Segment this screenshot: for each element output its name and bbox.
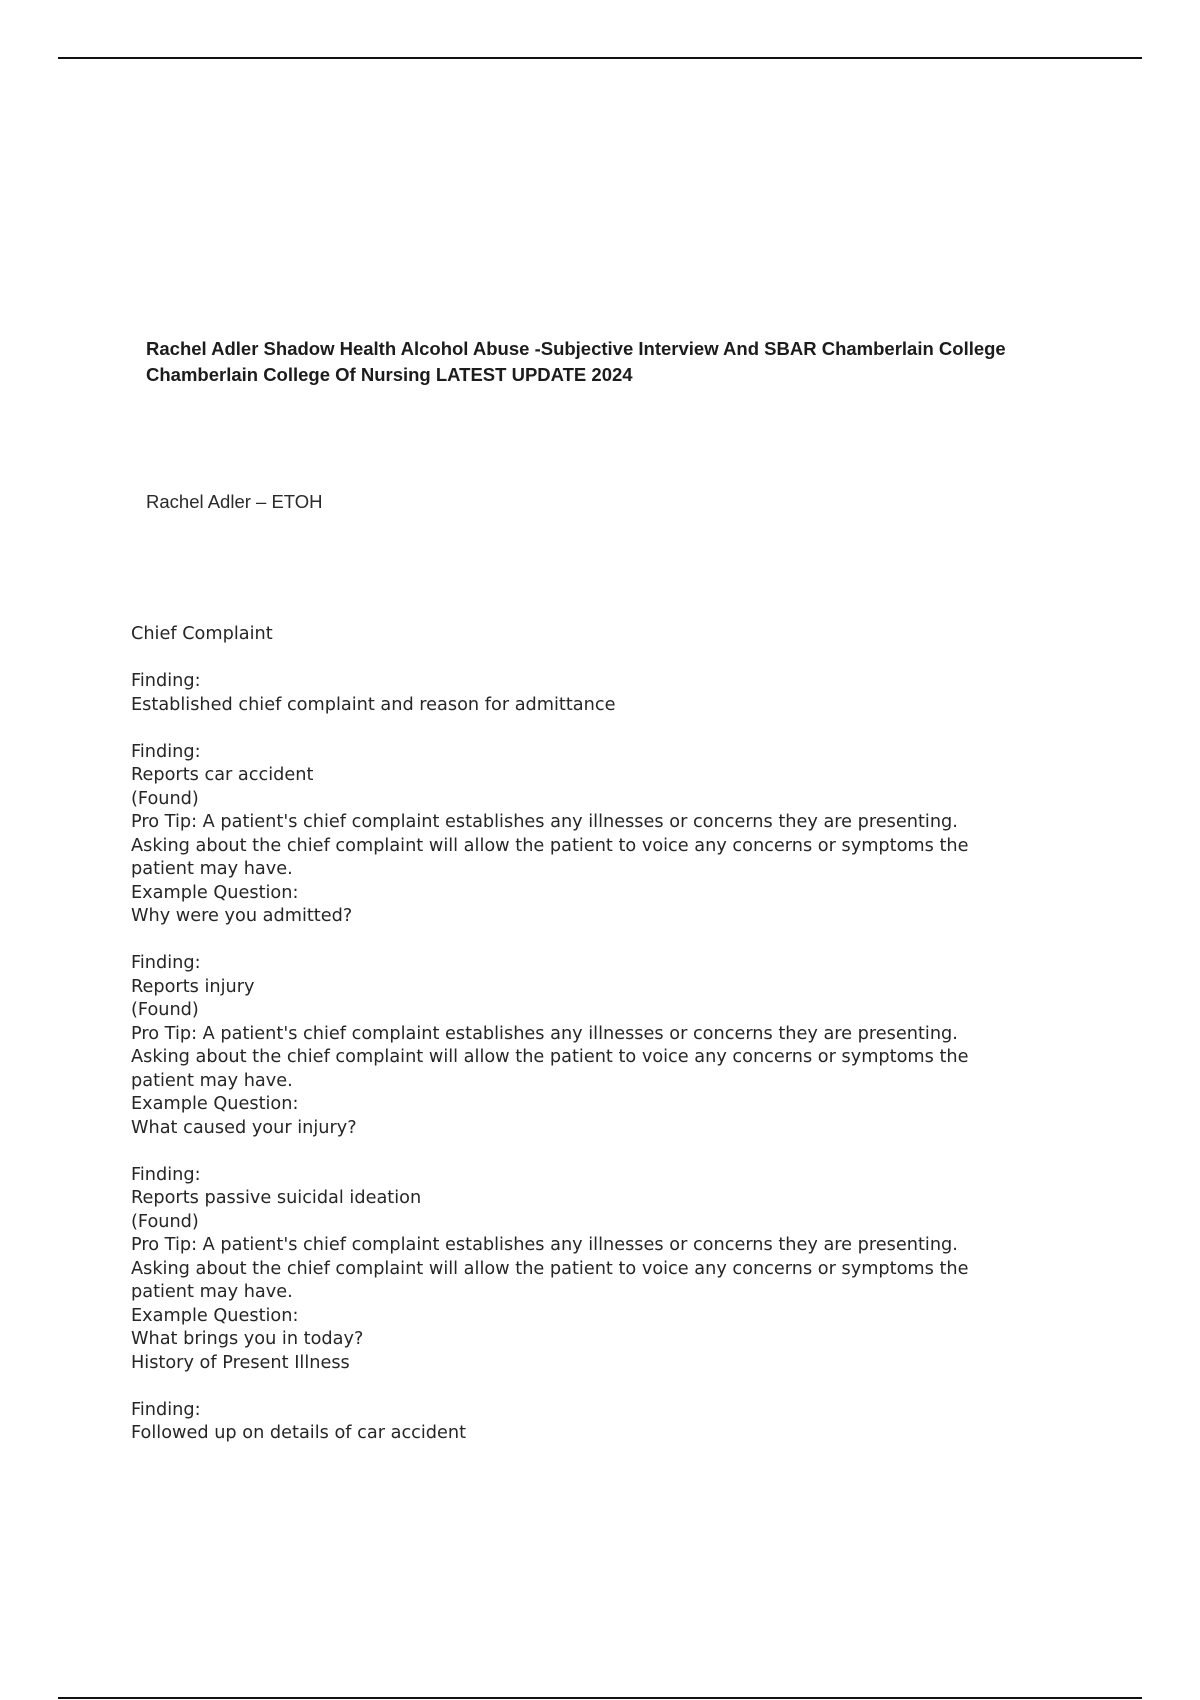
example-question-label: Example Question: bbox=[131, 1305, 299, 1326]
finding-label: Finding: bbox=[131, 1399, 201, 1420]
finding-text: Followed up on details of car accident bbox=[131, 1423, 467, 1443]
pro-tip-line: patient may have. bbox=[131, 859, 293, 879]
finding-label: Finding: bbox=[131, 741, 201, 762]
finding-label: Finding: bbox=[131, 953, 201, 973]
bottom-divider bbox=[58, 1697, 1142, 1699]
document-subtitle: Rachel Adler – ETOH bbox=[146, 491, 323, 512]
finding-block bbox=[131, 670, 1131, 717]
finding-text: Established chief complaint and reason for admittance bbox=[131, 694, 616, 715]
finding-label: Finding: bbox=[131, 671, 201, 691]
finding-status: (Found) bbox=[131, 1211, 199, 1232]
pro-tip-line: Asking about the chief complaint will allow the patient to voice any concerns or symptoms the bbox=[131, 1047, 969, 1067]
example-question: What caused your injury? bbox=[131, 1117, 357, 1138]
example-question-label: Example Question: bbox=[131, 1094, 299, 1114]
hpi-heading: History of Present Illness bbox=[131, 1352, 350, 1373]
pro-tip-line: patient may have. bbox=[131, 1070, 293, 1091]
example-question: Why were you admitted? bbox=[131, 906, 353, 926]
top-divider bbox=[58, 57, 1142, 59]
document-title bbox=[146, 336, 1106, 388]
spacer bbox=[131, 717, 1131, 741]
finding-label: Finding: bbox=[131, 1164, 201, 1185]
finding-text: Reports car accident bbox=[131, 765, 314, 785]
spacer bbox=[131, 1140, 1131, 1164]
finding-text: Reports injury bbox=[131, 976, 255, 997]
finding-block bbox=[131, 952, 1131, 1140]
spacer bbox=[131, 929, 1131, 953]
spacer bbox=[131, 1375, 1131, 1399]
document-body bbox=[131, 623, 1131, 1446]
example-question: What brings you in today? bbox=[131, 1329, 364, 1349]
pro-tip-line: Pro Tip: A patient's chief complaint establishes any illnesses or concerns they are presenting. bbox=[131, 1023, 958, 1044]
finding-block bbox=[131, 1399, 1131, 1446]
document-title-line-2: Chamberlain College Of Nursing LATEST UPDATE 2024 bbox=[146, 364, 633, 385]
document-title-line-1: Rachel Adler Shadow Health Alcohol Abuse -Subjective Interview And SBAR Chamberlain College bbox=[146, 338, 1006, 359]
example-question-label: Example Question: bbox=[131, 882, 299, 903]
spacer bbox=[131, 647, 1131, 671]
finding-text: Reports passive suicidal ideation bbox=[131, 1188, 422, 1208]
chief-complaint-heading: Chief Complaint bbox=[131, 624, 273, 644]
pro-tip-line: Asking about the chief complaint will allow the patient to voice any concerns or symptoms the bbox=[131, 1258, 969, 1279]
finding-status: (Found) bbox=[131, 788, 199, 809]
finding-block bbox=[131, 741, 1131, 929]
pro-tip-line: Asking about the chief complaint will allow the patient to voice any concerns or symptoms the bbox=[131, 835, 969, 856]
pro-tip-line: patient may have. bbox=[131, 1282, 293, 1302]
pro-tip-line: Pro Tip: A patient's chief complaint establishes any illnesses or concerns they are presenting. bbox=[131, 812, 958, 832]
pro-tip-line: Pro Tip: A patient's chief complaint establishes any illnesses or concerns they are presenting. bbox=[131, 1235, 958, 1255]
finding-status: (Found) bbox=[131, 1000, 199, 1020]
finding-block bbox=[131, 1164, 1131, 1352]
